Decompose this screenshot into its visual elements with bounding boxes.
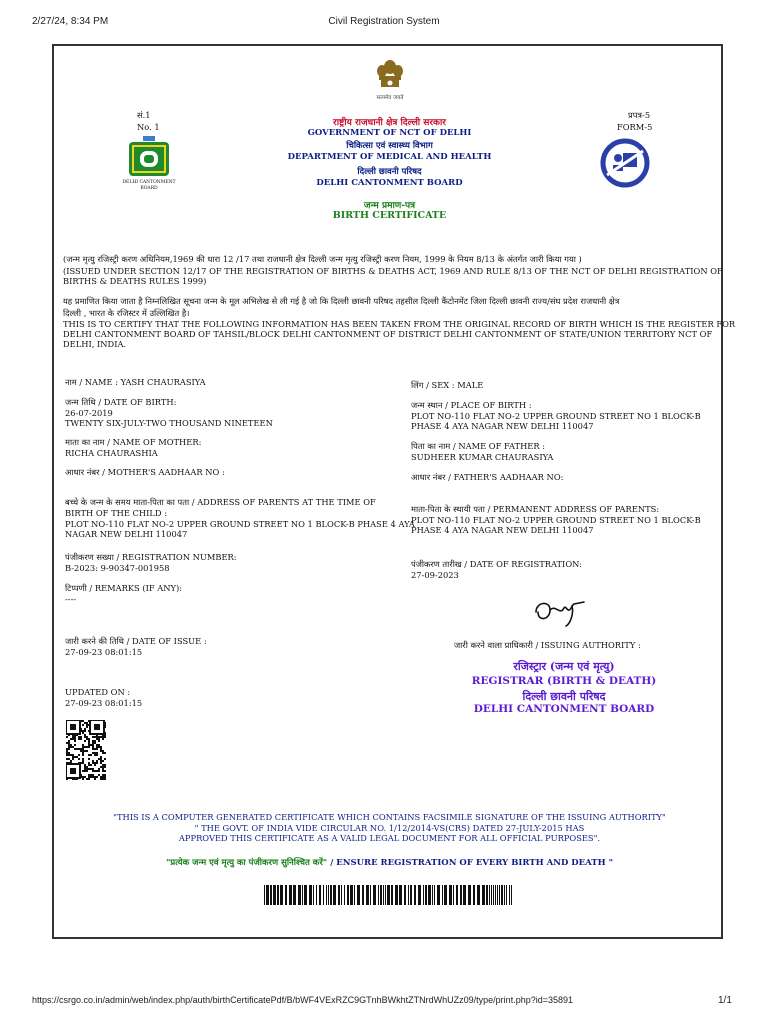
department-title: DEPARTMENT OF MEDICAL AND HEALTH bbox=[287, 152, 492, 162]
ensure-registration-slogan bbox=[54, 858, 725, 869]
mother-name-label: माता का नाम / NAME OF MOTHER: bbox=[65, 437, 202, 447]
logo-caption: DELHI CANTONMENT BOARD bbox=[122, 180, 176, 191]
date-of-issue-label: जारी करने की तिथि / DATE OF ISSUE : bbox=[65, 636, 207, 646]
certificate-no: No. 1 bbox=[137, 122, 160, 132]
print-page-title: Civil Registration System bbox=[328, 16, 440, 27]
certificate-title: BIRTH CERTIFICATE bbox=[332, 210, 447, 221]
issuing-authority-label: जारी करने वाला प्राधिकारी / ISSUING AUTHORITY : bbox=[454, 640, 641, 650]
computer-generated-note: "THIS IS A COMPUTER GENERATED CERTIFICATE WHICH CONTAINS FACSIMILE SIGNATURE OF THE ISSUING AUTHORITY" bbox=[113, 812, 666, 822]
registration-date-label: पंजीकरण तारीख / DATE OF REGISTRATION: bbox=[411, 559, 582, 569]
date-of-issue-value: 27-09-23 08:01:15 bbox=[65, 647, 143, 657]
certify-line-1: THIS IS TO CERTIFY THAT THE FOLLOWING INFORMATION HAS BEEN TAKEN FROM THE ORIGINAL RECORD OF BIRTH WHICH IS THE REGISTER FOR bbox=[63, 319, 736, 329]
address-at-birth-line-3: PLOT NO-110 FLAT NO-2 UPPER GROUND STREET NO 1 BLOCK-B PHASE 4 AYA bbox=[65, 519, 415, 529]
child-name: नाम / NAME : YASH CHAURASIYA bbox=[65, 377, 206, 387]
permanent-address-label: माता-पिता के स्थायी पता / PERMANENT ADDRESS OF PARENTS: bbox=[411, 504, 660, 514]
print-page-count: 1/1 bbox=[718, 995, 732, 1006]
sex: लिंग / SEX : MALE bbox=[411, 380, 484, 390]
father-name-value: SUDHEER KUMAR CHAURASIYA bbox=[411, 452, 554, 462]
father-aadhaar: आधार नंबर / FATHER'S AADHAAR NO: bbox=[411, 472, 564, 482]
registrar-board-hindi: दिल्ली छावनी परिषद bbox=[522, 690, 606, 703]
updated-on-value: 27-09-23 08:01:15 bbox=[65, 698, 143, 708]
registrar-title-hindi: रजिस्ट्रार (जन्म एवं मृत्यु) bbox=[513, 660, 615, 673]
dob-words: TWENTY SIX-JULY-TWO THOUSAND NINETEEN bbox=[65, 418, 273, 428]
remarks-value: ---- bbox=[65, 594, 77, 604]
certificate-border bbox=[52, 44, 736, 939]
government-title-hindi: राष्ट्रीय राजधानी क्षेत्र दिल्ली सरकार bbox=[333, 118, 446, 128]
certificate-title-hindi: जन्म प्रमाण-पत्र bbox=[363, 201, 416, 211]
address-at-birth-line-4: NAGAR NEW DELHI 110047 bbox=[65, 529, 188, 539]
signature bbox=[530, 594, 590, 628]
ensure-registration-english: / ENSURE REGISTRATION OF EVERY BIRTH AND DEATH " bbox=[327, 858, 614, 868]
registration-number-label: पंजीकरण सख्या / REGISTRATION NUMBER: bbox=[65, 552, 237, 562]
address-at-birth-line-2: BIRTH OF THE CHILD : bbox=[65, 508, 167, 518]
board-title-hindi: दिल्ली छावनी परिषद bbox=[357, 167, 422, 177]
government-title: GOVERNMENT OF NCT OF DELHI bbox=[307, 128, 472, 138]
issued-under-line-2: BIRTHS & DEATHS RULES 1999) bbox=[63, 276, 207, 286]
certify-line-2: DELHI CANTONMENT BOARD OF TAHSIL/BLOCK DELHI CANTONMENT OF DISTRICT DELHI CANTONMENT OF STATE/UNION TERRITORY NCT OF bbox=[63, 329, 713, 339]
certify-line-3: DELHI, INDIA. bbox=[63, 339, 127, 349]
registration-number-value: B-2023: 9-90347-001958 bbox=[65, 563, 170, 573]
form-no-hindi: प्रपत्र-5 bbox=[628, 110, 651, 120]
board-title: DELHI CANTONMENT BOARD bbox=[316, 178, 463, 188]
mother-aadhaar: आधार नंबर / MOTHER'S AADHAAR NO : bbox=[65, 467, 225, 477]
permanent-address-line-1: PLOT NO-110 FLAT NO-2 UPPER GROUND STREET NO 1 BLOCK-B bbox=[411, 515, 701, 525]
registration-date-value: 27-09-2023 bbox=[411, 570, 459, 580]
certificate-no-hindi: सं.1 bbox=[137, 110, 151, 120]
registrar-title: REGISTRAR (BIRTH & DEATH) bbox=[471, 675, 657, 687]
circular-note-line-2: APPROVED THIS CERTIFICATE AS A VALID LEGAL DOCUMENT FOR ALL OFFICIAL PURPOSES". bbox=[178, 833, 601, 843]
issued-under-hindi: (जन्म मृत्यु रजिस्ट्री करण अधिनियम,1969 की धारा 12 /17 तथा राजधानी क्षेत्र दिल्ली जन्म मृत्यु रजिस्ट्री करण नियम, 1999 के नियम 8/13 के अंतर्गत जारी किया गया ) bbox=[63, 254, 582, 264]
circular-note-line-1: " THE GOVT. OF INDIA VIDE CIRCULAR NO. 1/12/2014-VS(CRS) DATED 27-JULY-2015 HAS bbox=[194, 823, 585, 833]
print-datetime: 2/27/24, 8:34 PM bbox=[32, 16, 109, 27]
ensure-registration-hindi: "प्रत्येक जन्म एवं मृत्यु का पंजीकरण सुनिश्चित करें" bbox=[165, 858, 328, 868]
remarks-label: टिप्पणी / REMARKS (IF ANY): bbox=[65, 583, 183, 593]
place-of-birth-label: जन्म स्थान / PLACE OF BIRTH : bbox=[411, 400, 532, 410]
dob-label: जन्म तिथि / DATE OF BIRTH: bbox=[65, 397, 177, 407]
permanent-address-line-2: PHASE 4 AYA NAGAR NEW DELHI 110047 bbox=[411, 525, 594, 535]
qr-code bbox=[66, 720, 106, 780]
issued-under-line-1: (ISSUED UNDER SECTION 12/17 OF THE REGISTRATION OF BIRTHS & DEATHS ACT, 1969 AND RULE 8/13 OF THE NCT OF DELHI REGISTRATION OF bbox=[63, 266, 723, 276]
mother-name-value: RICHA CHAURASHIA bbox=[65, 448, 158, 458]
emblem-motto: सत्यमेव जयते bbox=[376, 95, 404, 101]
department-title-hindi: चिकित्सा एवं स्वास्थ्य विभाग bbox=[346, 141, 433, 151]
registrar-board: DELHI CANTONMENT BOARD bbox=[473, 703, 655, 715]
address-at-birth-line-1: बच्चे के जन्म के समय माता-पिता का पता / ADDRESS OF PARENTS AT THE TIME OF bbox=[65, 497, 376, 507]
certify-hindi-line-1: यह प्रमाणित किया जाता है निम्नलिखित सूचना जन्म के मूल अभिलेख से ली गई है जो कि दिल्ली छावनी परिषद तहसील दिल्ली कैंटोनमेंट जिला दिल्ली छावनी राज्य/संघ प्रदेश राजधानी क्षेत्र bbox=[63, 296, 620, 306]
form-no: FORM-5 bbox=[617, 122, 653, 132]
place-of-birth-line-2: PHASE 4 AYA NAGAR NEW DELHI 110047 bbox=[411, 421, 594, 431]
father-name-label: पिता का नाम / NAME OF FATHER : bbox=[411, 441, 546, 451]
updated-on-label: UPDATED ON : bbox=[65, 687, 131, 697]
print-url: https://csrgo.co.in/admin/web/index.php/auth/birthCertificatePdf/B/bWF4VExRZC9GTnhBWkhtZTNrdWhUZz09/type/print.php?id=35891 bbox=[32, 995, 573, 1005]
dob-value: 26-07-2019 bbox=[65, 408, 113, 418]
national-emblem-icon bbox=[372, 58, 408, 92]
certify-hindi-line-2: दिल्ली , भारत के रजिस्टर में उल्लिखित है। bbox=[63, 308, 190, 318]
barcode bbox=[264, 885, 514, 905]
place-of-birth-line-1: PLOT NO-110 FLAT NO-2 UPPER GROUND STREET NO 1 BLOCK-B bbox=[411, 411, 701, 421]
